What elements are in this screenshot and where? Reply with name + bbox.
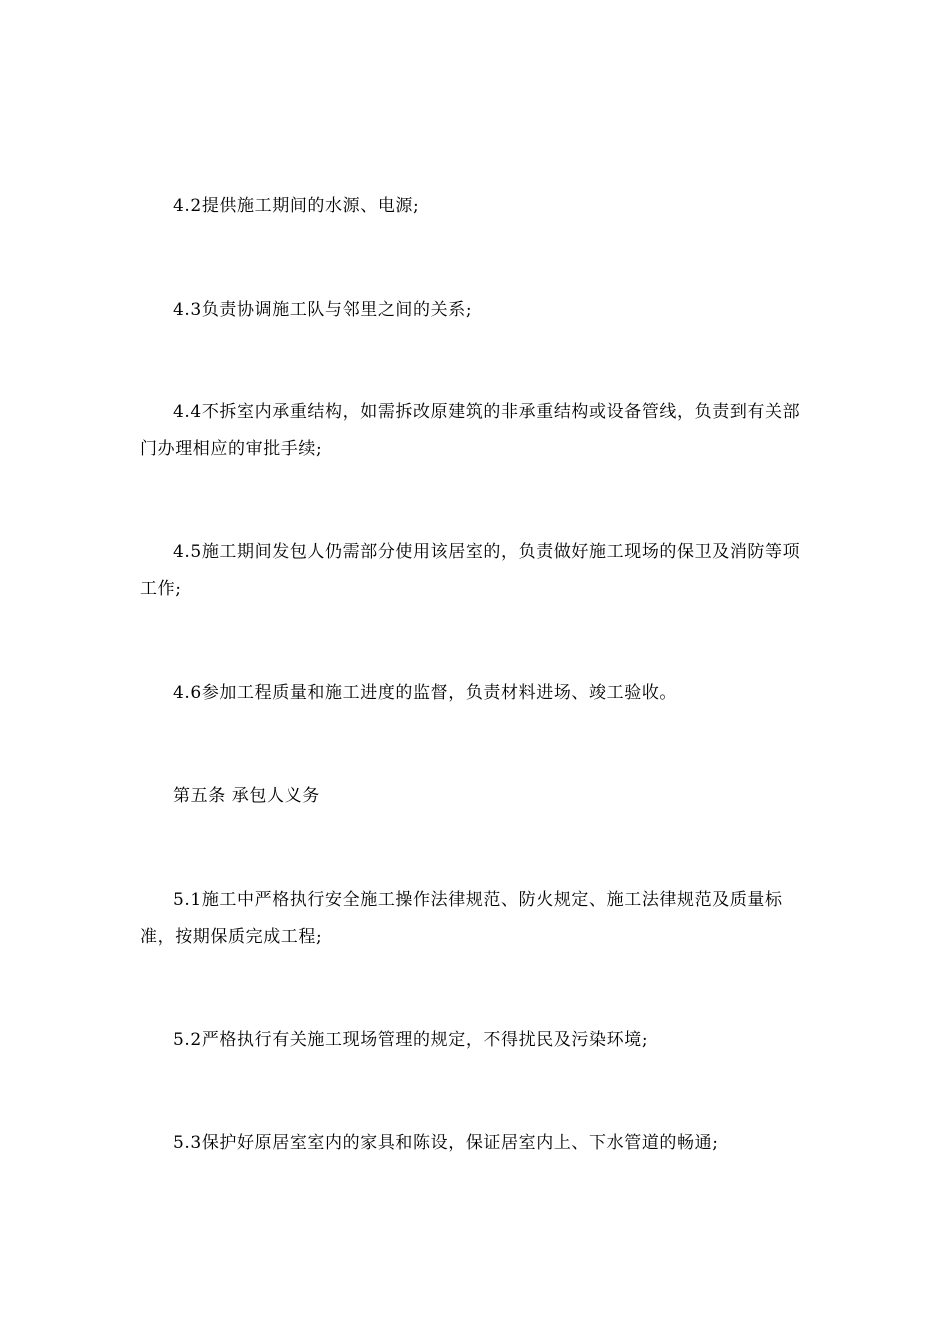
clause-4-4: 4.4不拆室内承重结构，如需拆改原建筑的非承重结构或设备管线，负责到有关部门办理相应的审批手续; (140, 402, 801, 459)
clause-5-2: 5.2严格执行有关施工现场管理的规定，不得扰民及污染环境; (173, 1030, 649, 1050)
section-heading-article-5: 第五条 承包人义务 (173, 786, 320, 806)
clause-4-6: 4.6参加工程质量和施工进度的监督，负责材料进场、竣工验收。 (173, 683, 678, 703)
clause-4-5: 4.5施工期间发包人仍需部分使用该居室的，负责做好施工现场的保卫及消防等项工作; (140, 542, 801, 599)
clause-5-3: 5.3保护好原居室室内的家具和陈设，保证居室内上、下水管道的畅通; (173, 1133, 719, 1153)
clause-5-1: 5.1施工中严格执行安全施工操作法律规范、防火规定、施工法律规范及质量标准，按期保质完成工程; (140, 890, 783, 947)
clause-4-3: 4.3负责协调施工队与邻里之间的关系; (173, 300, 473, 320)
clause-4-2: 4.2提供施工期间的水源、电源; (173, 196, 420, 216)
